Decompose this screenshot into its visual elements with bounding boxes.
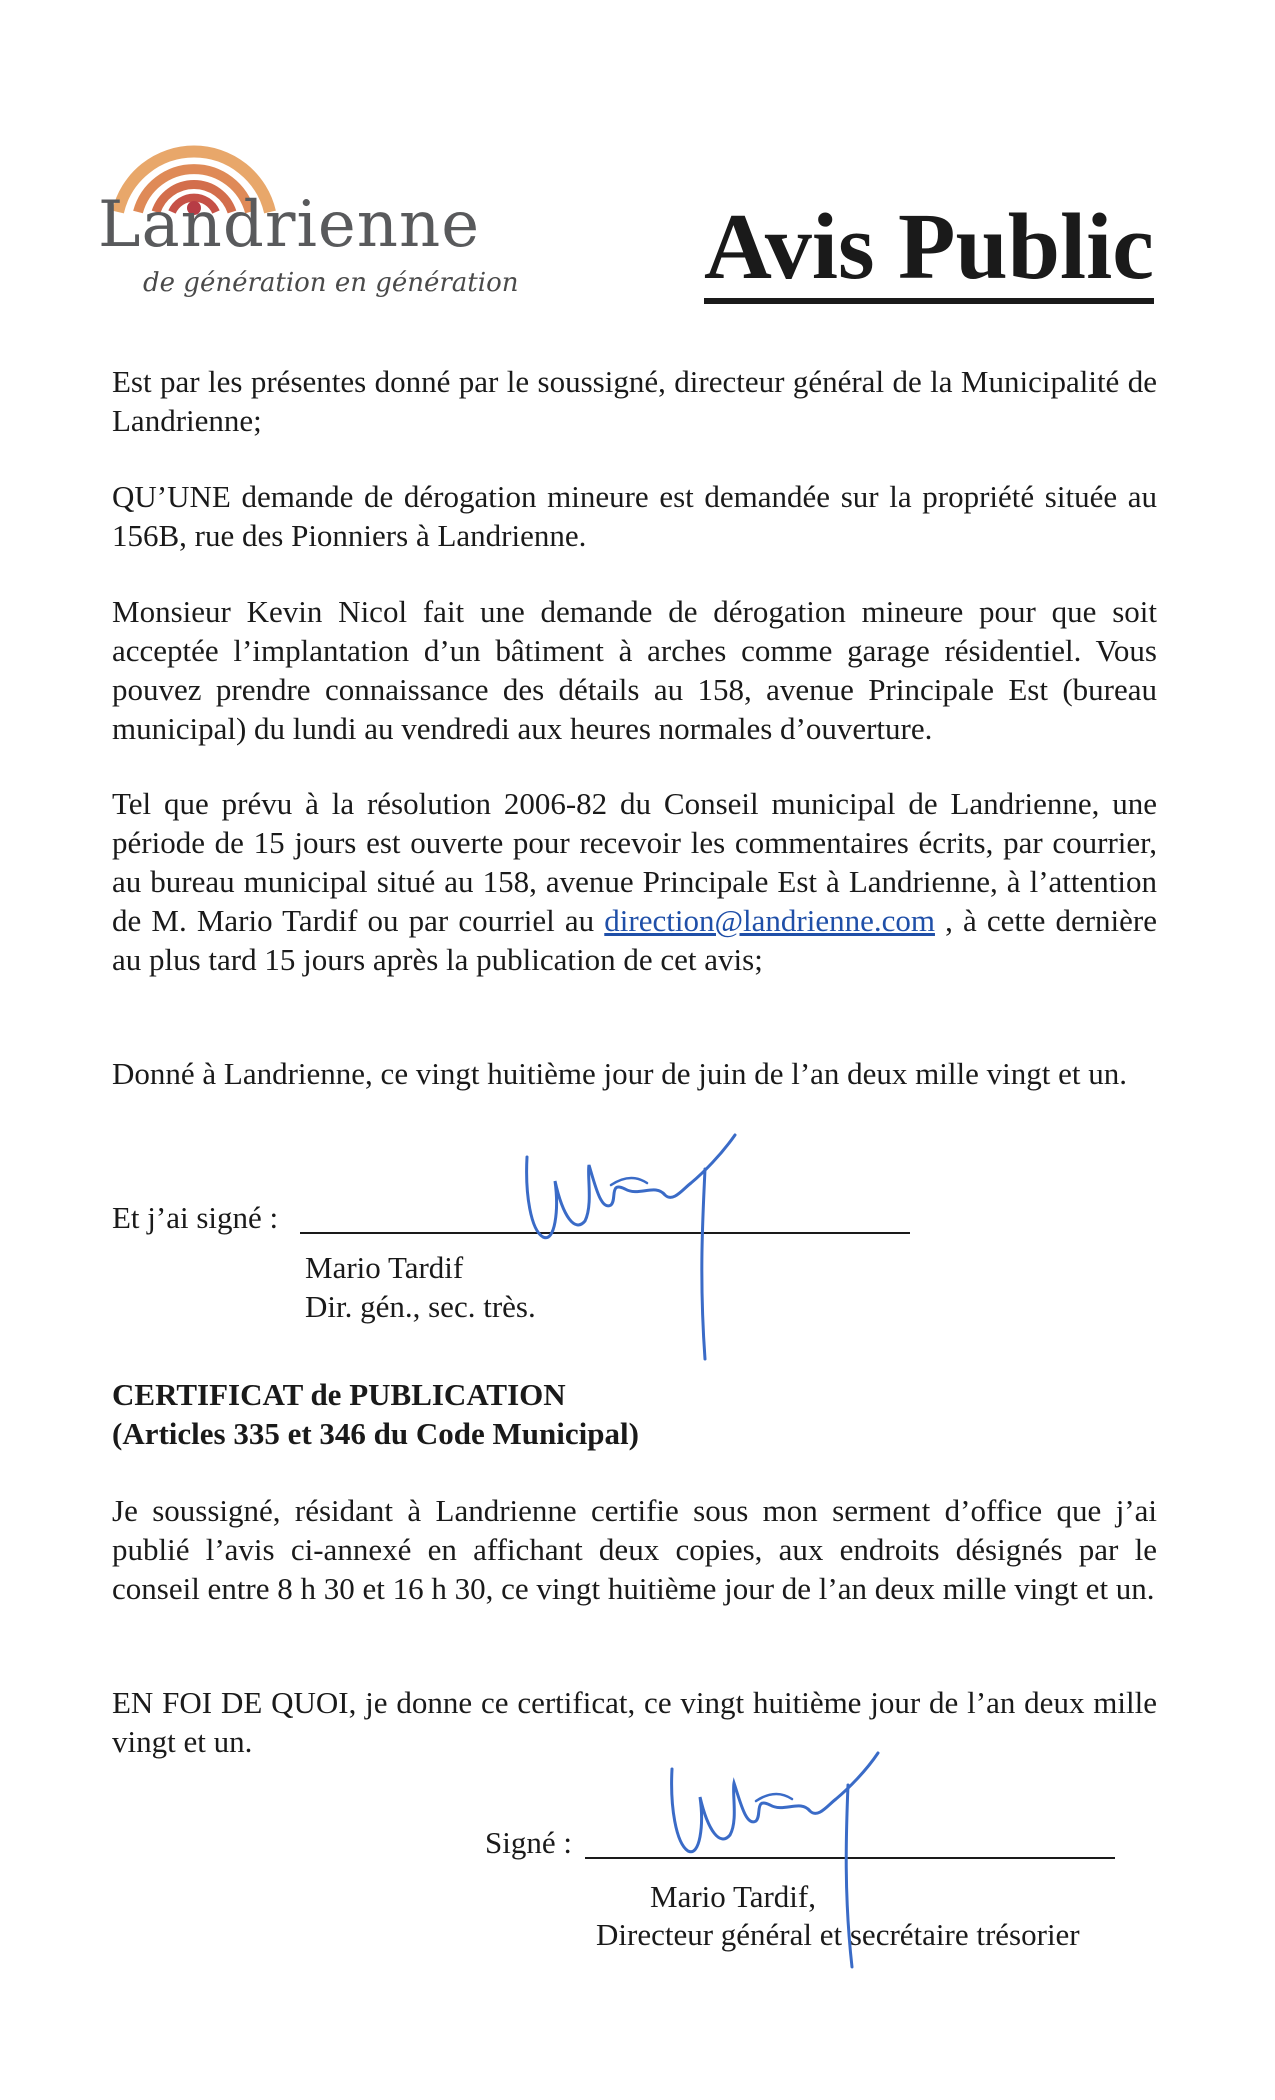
certificate-subheading: (Articles 335 et 346 du Code Municipal) [112, 1416, 639, 1451]
signer-title: Dir. gén., sec. très. [305, 1289, 536, 1324]
signed-label: Et j’ai signé : [112, 1200, 279, 1235]
certificate-signer-name: Mario Tardif, [650, 1879, 816, 1914]
page-title: Avis Public [704, 200, 1154, 304]
certificate-statement: Je soussigné, résidant à Landrienne certifie sous mon serment d’office que j’ai publié l’avis ci-annexé en affichant deux copies, aux endroits désignés par le conseil entre 8 h 30 et 16 h 30, ce vingt huitième jour de l’an deux mille vingt et un. [112, 1493, 1157, 1606]
municipality-logo [98, 120, 518, 320]
details-paragraph: Monsieur Kevin Nicol fait une demande de dérogation mineure pour que soit acceptée l’implantation d’un bâtiment à arches comme garage résidentiel. Vous pouvez prendre connaissance des détails au 158, avenue Principale Est (bureau municipal) du lundi au vendredi aux heures normales d’ouverture. [112, 594, 1157, 746]
comments-paragraph [112, 784, 1157, 979]
request-paragraph: QU’UNE demande de dérogation mineure est demandée sur la propriété située au 156B, rue des Pionniers à Landrienne. [112, 479, 1157, 553]
certificate-signed-label: Signé : [485, 1825, 572, 1860]
intro-paragraph: Est par les présentes donné par le soussigné, directeur général de la Municipalité de Landrienne; [112, 364, 1157, 438]
certificate-signer-title: Directeur général et secrétaire trésorier [596, 1917, 1080, 1952]
handwritten-signature [515, 1125, 755, 1365]
given-paragraph: Donné à Landrienne, ce vingt huitième jour de juin de l’an deux mille vingt et un. [112, 1056, 1127, 1091]
email-link[interactable]: direction@landrienne.com [604, 903, 935, 938]
signer-name: Mario Tardif [305, 1250, 464, 1285]
certificate-heading: CERTIFICAT de PUBLICATION [112, 1377, 566, 1412]
in-witness-paragraph: EN FOI DE QUOI, je donne ce certificat, ce vingt huitième jour de l’an deux mille vingt et un. [112, 1685, 1157, 1759]
logo-wordmark: Landrienne [98, 188, 481, 262]
comments-text-start: Tel que prévu à la résolution 2006-82 du Conseil municipal de Landrienne, une période de 15 jours est ouverte pour recevoir les commentaires écrits, par courrier, au bureau municipal situé au 158, avenue Principale Est à Landrienne, à l’attention de M. Mario Tardif ou par courriel au [112, 786, 1157, 938]
certificate-handwritten-signature [660, 1745, 900, 1975]
title-block [703, 195, 1154, 304]
logo-tagline: de génération en génération [143, 268, 519, 298]
comments-text-end: , à cette dernière au plus tard 15 jours après la publication de cet avis; [112, 903, 1158, 977]
